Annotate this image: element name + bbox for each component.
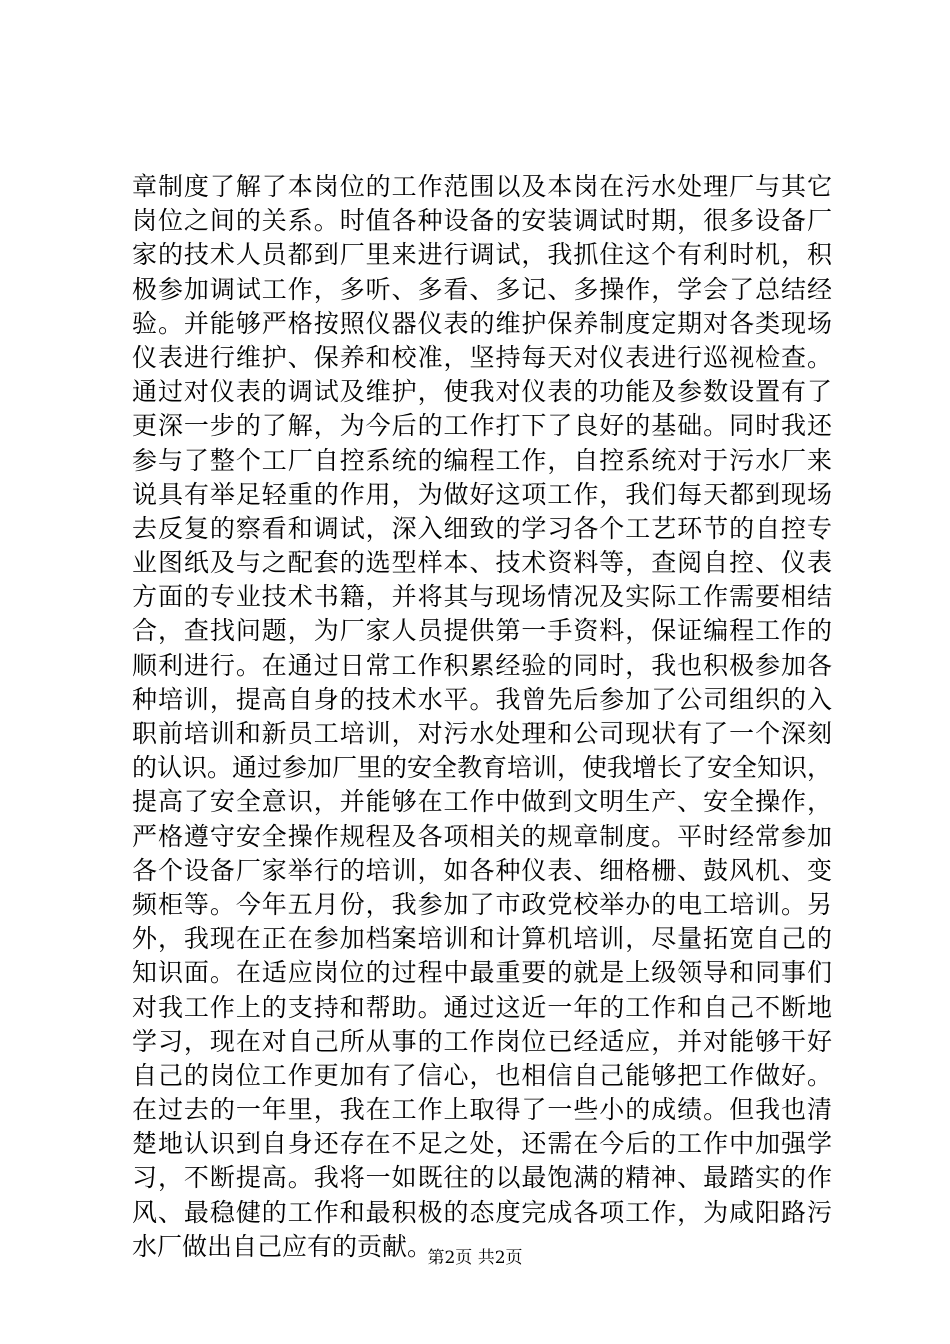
text-line: 家的技术人员都到厂里来进行调试，我抓住这个有利时机，积 [132, 240, 832, 270]
text-line: 风、最稳健的工作和最积极的态度完成各项工作，为咸阳路污 [132, 1197, 832, 1227]
text-line: 种培训，提高自身的技术水平。我曾先后参加了公司组织的入 [132, 684, 832, 714]
page-footer: 第2页 共2页 [427, 1248, 523, 1268]
text-line: 职前培训和新员工培训，对污水处理和公司现状有了一个深刻 [132, 719, 832, 748]
body-paragraph [132, 170, 832, 1264]
text-line: 业图纸及与之配套的选型样本、技术资料等，查阅自控、仪表 [132, 548, 832, 578]
text-line: 提高了安全意识，并能够在工作中做到文明生产、安全操作， [132, 787, 832, 817]
text-line: 外，我现在正在参加档案培训和计算机培训，尽量拓宽自己的 [132, 924, 832, 954]
text-line: 知识面。在适应岗位的过程中最重要的就是上级领导和同事们 [132, 958, 832, 988]
text-line: 参与了整个工厂自控系统的编程工作，自控系统对于污水厂来 [132, 445, 832, 475]
text-line: 仪表进行维护、保养和校准，坚持每天对仪表进行巡视检查。 [132, 342, 832, 372]
text-line: 顺利进行。在通过日常工作积累经验的同时，我也积极参加各 [132, 650, 832, 680]
text-line: 在过去的一年里，我在工作上取得了一些小的成绩。但我也清 [132, 1095, 832, 1125]
text-line: 严格遵守安全操作规程及各项相关的规章制度。平时经常参加 [132, 821, 832, 851]
text-line: 各个设备厂家举行的培训，如各种仪表、细格栅、鼓风机、变 [132, 855, 832, 885]
text-line: 水厂做出自己应有的贡献。 [132, 1231, 433, 1261]
text-line: 通过对仪表的调试及维护，使我对仪表的功能及参数设置有了 [132, 377, 832, 407]
text-line: 方面的专业技术书籍，并将其与现场情况及实际工作需要相结 [132, 582, 832, 612]
text-line: 对我工作上的支持和帮助。通过这近一年的工作和自己不断地 [132, 992, 832, 1022]
text-line: 验。并能够严格按照仪器仪表的维护保养制度定期对各类现场 [132, 308, 832, 338]
text-line: 频柜等。今年五月份，我参加了市政党校举办的电工培训。另 [132, 889, 832, 919]
text-line: 说具有举足轻重的作用，为做好这项工作，我们每天都到现场 [132, 479, 832, 509]
text-line: 合，查找问题，为厂家人员提供第一手资料，保证编程工作的 [132, 616, 832, 646]
text-line: 岗位之间的关系。时值各种设备的安装调试时期，很多设备厂 [132, 206, 832, 236]
text-line: 去反复的察看和调试，深入细致的学习各个工艺环节的自控专 [132, 513, 832, 543]
text-line: 学习，现在对自己所从事的工作岗位已经适应，并对能够干好 [132, 1026, 832, 1056]
text-line: 自己的岗位工作更加有了信心，也相信自己能够把工作做好。 [132, 1060, 832, 1090]
text-line: 的认识。通过参加厂里的安全教育培训，使我增长了安全知识， [132, 753, 833, 783]
text-line: 习，不断提高。我将一如既往的以最饱满的精神、最踏实的作 [132, 1163, 832, 1193]
text-line: 更深一步的了解，为今后的工作打下了良好的基础。同时我还 [132, 411, 832, 441]
text-line: 章制度了解了本岗位的工作范围以及本岗在污水处理厂与其它 [132, 172, 832, 201]
text-line: 极参加调试工作，多听、多看、多记、多操作，学会了总结经 [132, 274, 832, 304]
text-line: 楚地认识到自身还存在不足之处，还需在今后的工作中加强学 [132, 1129, 832, 1159]
